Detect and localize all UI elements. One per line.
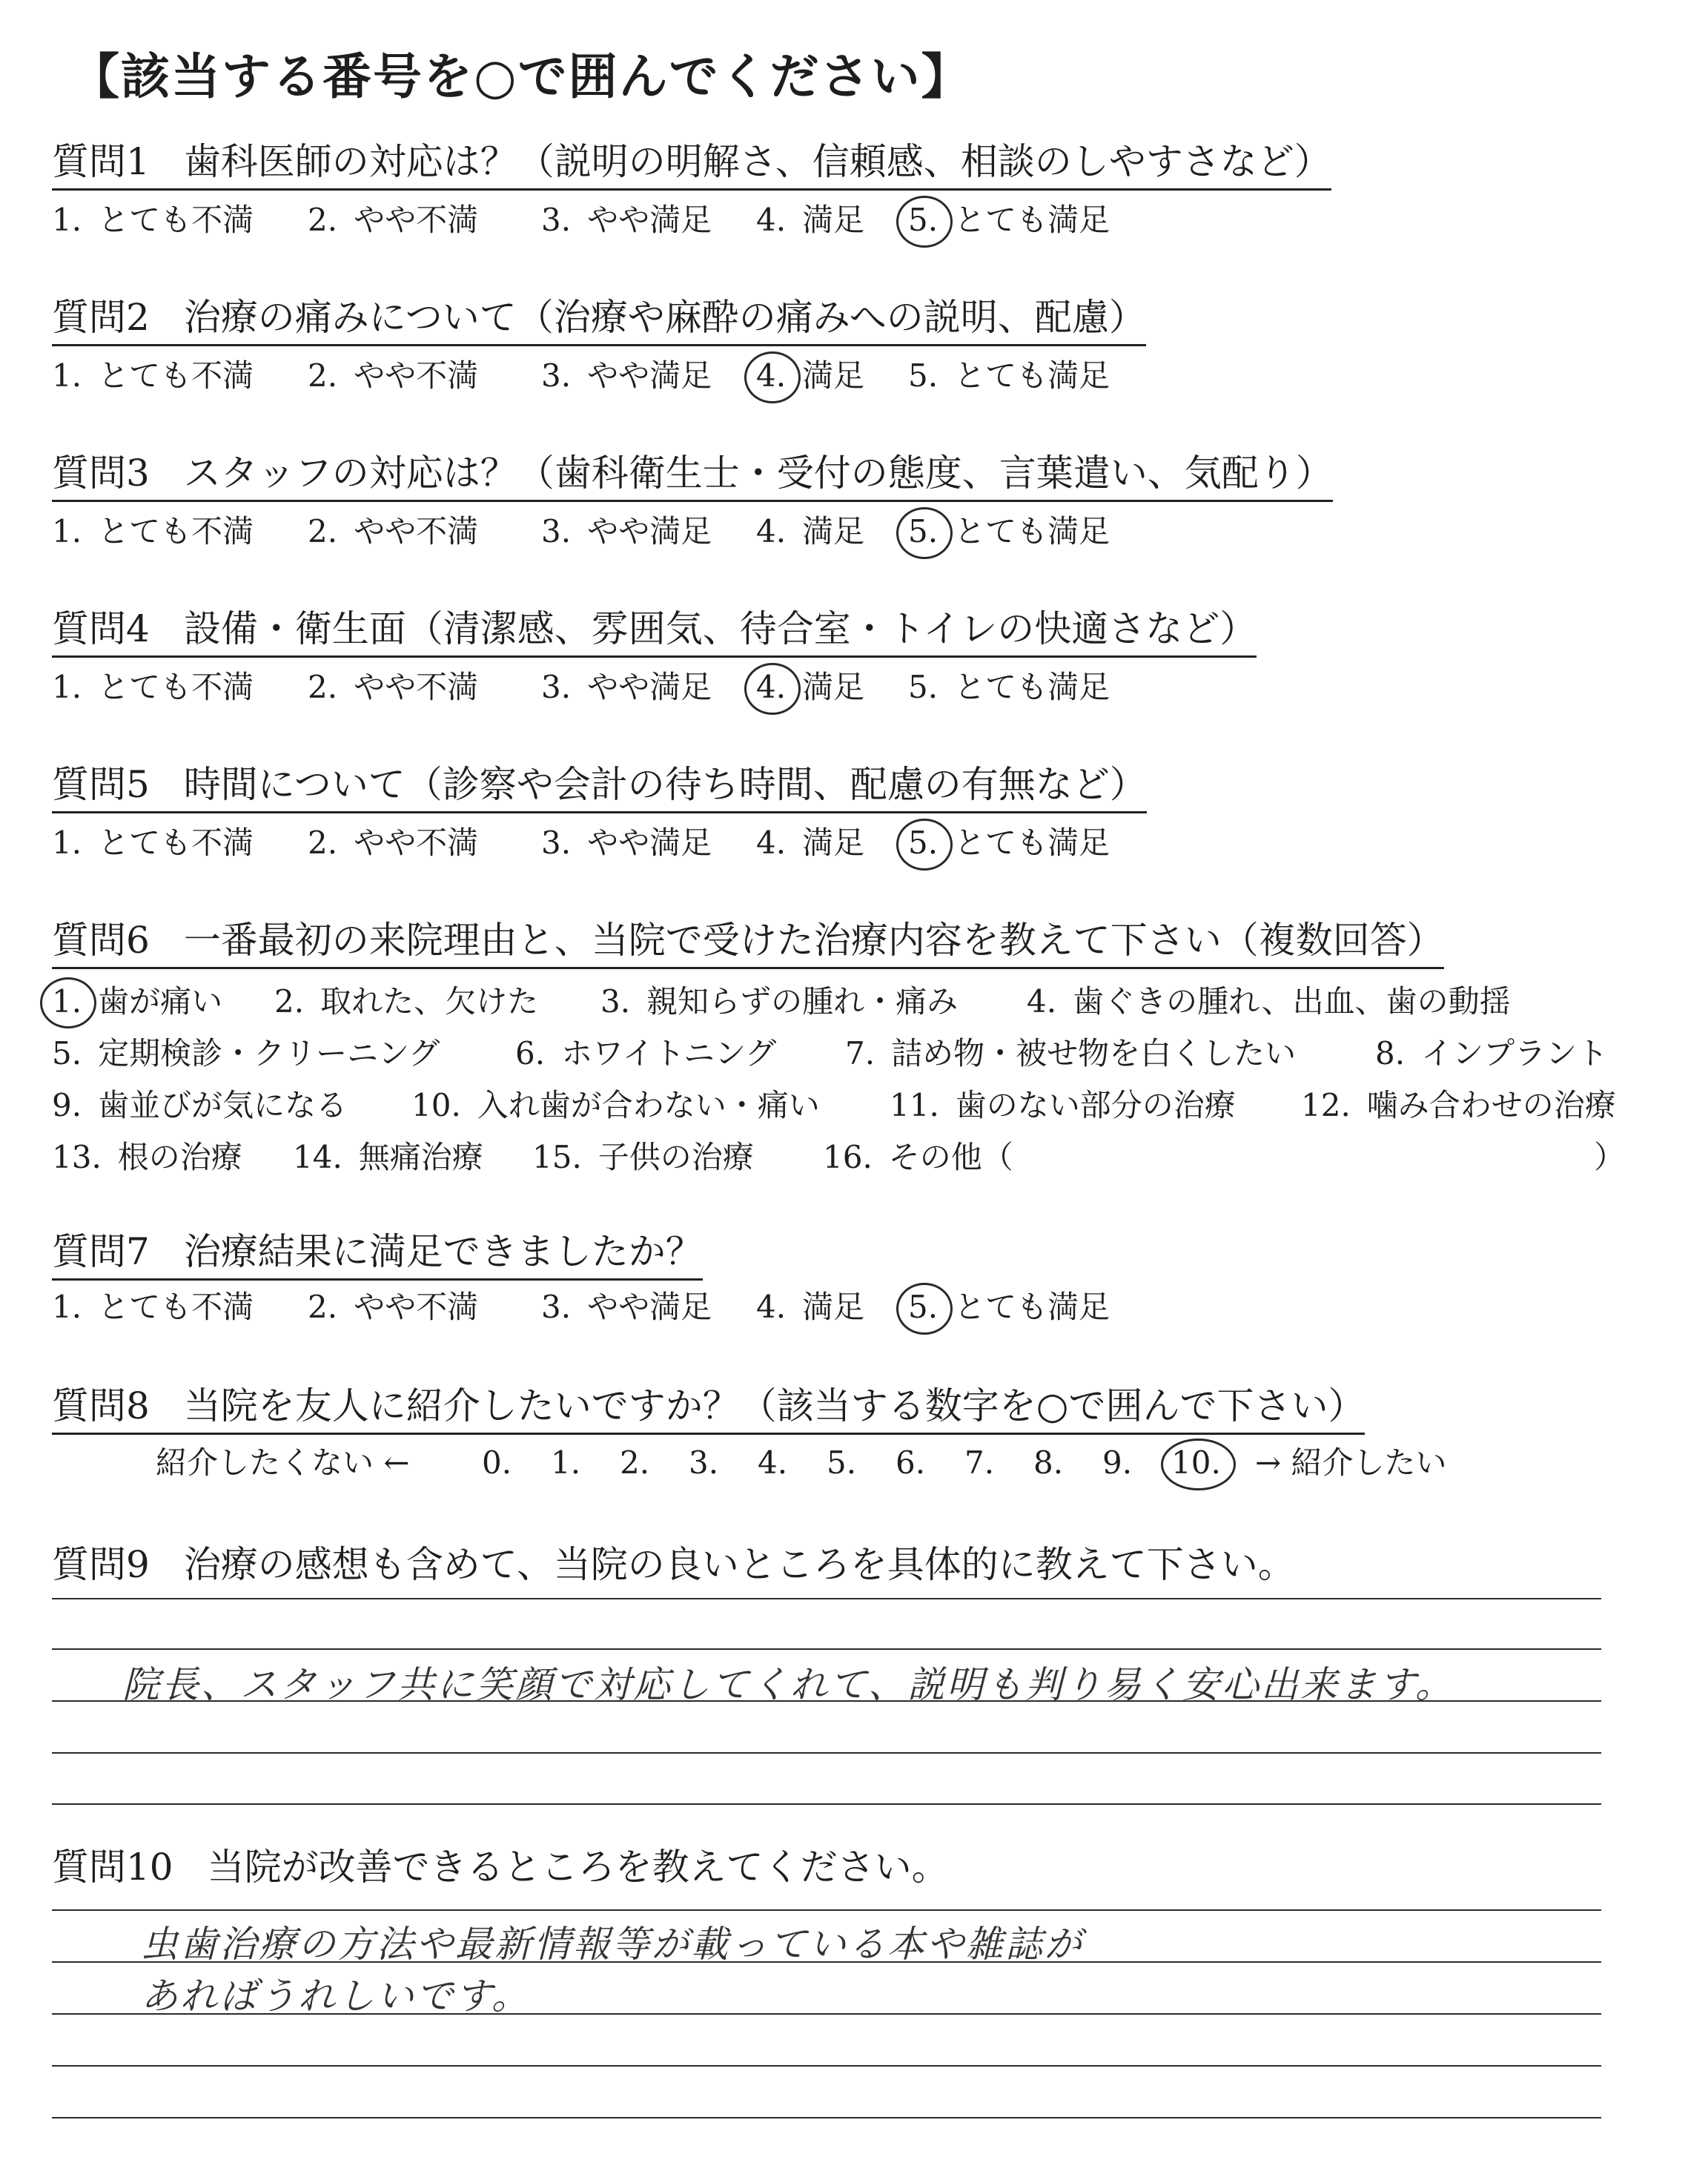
- option-label: やや不満: [354, 202, 479, 238]
- option-label: インプラント: [1421, 1035, 1609, 1071]
- question-text: 治療結果に満足できましたか？: [183, 1230, 703, 1273]
- rating-option-1[interactable]: [52, 202, 254, 239]
- rating-option-2[interactable]: [308, 1289, 478, 1326]
- option-number: 16.: [823, 1139, 873, 1175]
- rating-option-1[interactable]: [52, 513, 254, 550]
- q6-option-9[interactable]: [52, 1081, 347, 1126]
- option-number: 2.: [308, 1289, 338, 1325]
- option-label: 入れ歯が合わない・痛い: [477, 1087, 820, 1123]
- rating-option-3[interactable]: [541, 669, 712, 706]
- rating-option-2[interactable]: [308, 513, 478, 550]
- option-number: 4.: [756, 669, 787, 705]
- rating-option-4[interactable]: [756, 202, 864, 239]
- option-number: 5.: [908, 825, 939, 861]
- rating-option-5[interactable]: [908, 1289, 1110, 1326]
- rating-option-5[interactable]: [908, 513, 1110, 550]
- scale-point-4[interactable]: 4.: [758, 1444, 788, 1481]
- option-number: 4.: [756, 825, 787, 861]
- option-number: 2.: [308, 825, 338, 861]
- option-number: 7.: [845, 1035, 875, 1071]
- option-number: 1.: [52, 357, 82, 394]
- option-number: 10.: [411, 1087, 461, 1123]
- question-text: 当院を友人に紹介したいですか？（該当する数字を○で囲んで下さい）: [183, 1384, 1366, 1427]
- option-number: 6.: [515, 1035, 546, 1071]
- option-number: 2.: [274, 983, 305, 1020]
- scale-right-label: → 紹介したい: [1255, 1444, 1447, 1481]
- question-number: 質問5: [52, 763, 150, 806]
- answer-line: [52, 1648, 1601, 1650]
- option-label: 噛み合わせの治療: [1366, 1087, 1616, 1123]
- option-label: とても不満: [98, 825, 254, 861]
- question-number: 質問4: [52, 607, 150, 650]
- option-label: やや満足: [587, 825, 712, 861]
- q6-option-7[interactable]: [845, 1029, 1296, 1074]
- rating-option-5[interactable]: [908, 202, 1110, 239]
- option-label: 満足: [802, 513, 865, 549]
- q6-option-4[interactable]: [1027, 977, 1511, 1022]
- scale-point-8[interactable]: 8.: [1033, 1444, 1064, 1481]
- option-number: 4.: [756, 202, 787, 238]
- option-label: 子供の治療: [598, 1139, 754, 1175]
- option-number: 8.: [1375, 1035, 1406, 1071]
- rating-option-1[interactable]: [52, 357, 254, 394]
- q6-option-12[interactable]: [1301, 1081, 1616, 1126]
- rating-option-5[interactable]: [908, 825, 1110, 862]
- option-label: 根の治療: [117, 1139, 242, 1175]
- q6-option-1[interactable]: [52, 977, 222, 1022]
- option-label: とても不満: [98, 669, 254, 705]
- option-number: 5.: [908, 202, 939, 238]
- question-4-heading: [52, 608, 1257, 658]
- rating-option-1[interactable]: [52, 825, 254, 862]
- option-number: 3.: [541, 513, 572, 549]
- option-label: やや満足: [587, 669, 712, 705]
- rating-option-2[interactable]: [308, 825, 478, 862]
- option-label: 歯が痛い: [98, 983, 223, 1020]
- question-number: 質問8: [52, 1384, 150, 1427]
- question-3-heading: [52, 452, 1333, 502]
- option-number: 3.: [541, 825, 572, 861]
- option-number: 1.: [52, 513, 82, 549]
- option-label: 詰め物・被せ物を白くしたい: [891, 1035, 1297, 1071]
- question-text: 設備・衛生面（清潔感、雰囲気、待合室・トイレの快適さなど）: [183, 607, 1257, 650]
- rating-option-3[interactable]: [541, 513, 712, 550]
- option-label: やや不満: [354, 825, 479, 861]
- question-number: 質問2: [52, 296, 150, 339]
- question-8-scale: [156, 1444, 1527, 1489]
- option-label: やや満足: [587, 513, 712, 549]
- option-number: 1.: [52, 1289, 82, 1325]
- question-text: 当院が改善できるところを教えてください。: [207, 1846, 949, 1889]
- option-label: 歯並びが気になる: [98, 1087, 348, 1123]
- question-number: 質問1: [52, 140, 150, 183]
- answer-line: [52, 1909, 1601, 1911]
- option-label: とても満足: [954, 513, 1110, 549]
- rating-option-2[interactable]: [308, 202, 478, 239]
- q6-option-3[interactable]: [600, 977, 958, 1022]
- rating-option-3[interactable]: [541, 1289, 712, 1326]
- rating-option-3[interactable]: [541, 202, 712, 239]
- option-number: 1.: [52, 669, 82, 705]
- option-number: 4.: [756, 357, 787, 394]
- rating-option-5[interactable]: [908, 357, 1110, 394]
- option-label: やや不満: [354, 357, 479, 394]
- rating-option-2[interactable]: [308, 357, 478, 394]
- option-label: とても満足: [954, 669, 1110, 705]
- option-label: 定期検診・クリーニング: [98, 1035, 440, 1071]
- rating-option-4[interactable]: [756, 825, 864, 862]
- q6-option-6[interactable]: [515, 1029, 776, 1074]
- option-label: その他（: [888, 1139, 1013, 1175]
- answer-line: [52, 1752, 1601, 1754]
- scale-point-0[interactable]: 0.: [482, 1444, 512, 1481]
- scale-point-9[interactable]: 9.: [1102, 1444, 1133, 1481]
- option-number: 2.: [308, 357, 338, 394]
- option-label: やや満足: [587, 202, 712, 238]
- question-text: 一番最初の来院理由と、当院で受けた治療内容を教えて下さい（複数回答）: [183, 919, 1444, 962]
- option-number: 3.: [541, 1289, 572, 1325]
- option-label: とても不満: [98, 1289, 254, 1325]
- option-label: とても満足: [954, 825, 1110, 861]
- question-text: 治療の痛みについて（治療や麻酔の痛みへの説明、配慮）: [183, 296, 1146, 339]
- question-6-heading: [52, 919, 1444, 969]
- question-text: スタッフの対応は？（歯科衛生士・受付の態度、言葉遣い、気配り）: [183, 452, 1333, 495]
- option-label: ホワイトニング: [561, 1035, 777, 1071]
- option-number: 5.: [52, 1035, 82, 1071]
- question-9-heading: [52, 1544, 1295, 1591]
- option-number: 12.: [1301, 1087, 1351, 1123]
- option-number: 15.: [532, 1139, 582, 1175]
- option-label: とても満足: [954, 1289, 1110, 1325]
- option-number: 9.: [52, 1087, 82, 1123]
- q6-option-16[interactable]: [823, 1133, 1013, 1178]
- option-label: 満足: [802, 1289, 865, 1325]
- option-label: 満足: [802, 825, 865, 861]
- option-number: 13.: [52, 1139, 102, 1175]
- question-number: 質問3: [52, 452, 150, 495]
- option-number: 4.: [756, 1289, 787, 1325]
- q6-option-10[interactable]: [411, 1081, 820, 1126]
- option-number: 1.: [52, 983, 82, 1020]
- rating-option-4[interactable]: [756, 513, 864, 550]
- question-number: 質問9: [52, 1543, 150, 1586]
- option-number: 2.: [308, 669, 338, 705]
- page-title: 【該当する番号を○で囲んでください】: [70, 47, 972, 105]
- rating-option-1[interactable]: [52, 1289, 254, 1326]
- option-number: 11.: [890, 1087, 939, 1123]
- option-number: 1.: [52, 825, 82, 861]
- scale-point-5[interactable]: 5.: [827, 1444, 857, 1481]
- option-label: 歯ぐきの腫れ、出血、歯の動揺: [1073, 983, 1511, 1020]
- option-label: とても満足: [954, 202, 1110, 238]
- q6-option-8[interactable]: [1375, 1029, 1608, 1074]
- option-label: やや不満: [354, 513, 479, 549]
- option-label: 取れた、欠けた: [320, 983, 539, 1020]
- question-text: 歯科医師の対応は？（説明の明解さ、信頼感、相談のしやすさなど）: [183, 140, 1331, 183]
- scale-point-3[interactable]: 3.: [689, 1444, 719, 1481]
- rating-option-4[interactable]: [756, 357, 864, 394]
- question-number: 質問10: [52, 1846, 173, 1889]
- option-label: 満足: [802, 357, 865, 394]
- option-label: とても満足: [954, 357, 1110, 394]
- scale-point-2[interactable]: 2.: [620, 1444, 650, 1481]
- option-number: 3.: [541, 357, 572, 394]
- option-label: やや不満: [354, 669, 479, 705]
- rating-option-4[interactable]: [756, 1289, 864, 1326]
- option-number: 1.: [52, 202, 82, 238]
- question-8-heading: [52, 1385, 1365, 1435]
- option-label: 親知らずの腫れ・痛み: [646, 983, 959, 1020]
- q6-option-2[interactable]: [274, 977, 538, 1022]
- question-number: 質問7: [52, 1230, 150, 1273]
- option-number: 3.: [541, 202, 572, 238]
- q6-option-11[interactable]: [890, 1081, 1236, 1126]
- option-number: 5.: [908, 1289, 939, 1325]
- option-number: 4.: [1027, 983, 1057, 1020]
- option-number: 5.: [908, 357, 939, 394]
- option-label: 無痛治療: [358, 1139, 483, 1175]
- rating-option-3[interactable]: [541, 357, 712, 394]
- question-2-heading: [52, 297, 1146, 346]
- option-number: 5.: [908, 513, 939, 549]
- rating-option-3[interactable]: [541, 825, 712, 862]
- rating-option-5[interactable]: [908, 669, 1110, 706]
- q6-option-13[interactable]: [52, 1133, 242, 1178]
- question-7-heading: [52, 1231, 703, 1281]
- option-number: 3.: [600, 983, 631, 1020]
- question-text: 時間について（診察や会計の待ち時間、配慮の有無など）: [183, 763, 1147, 806]
- option-number: 4.: [756, 513, 787, 549]
- option-number: 2.: [308, 202, 338, 238]
- q6-other-close-paren: ）: [1594, 1139, 1626, 1175]
- option-label: やや満足: [587, 357, 712, 394]
- option-label: 歯のない部分の治療: [955, 1087, 1236, 1123]
- scale-left-label: 紹介したくない ←: [156, 1444, 410, 1481]
- rating-option-4[interactable]: [756, 669, 864, 706]
- question-10-heading: [52, 1846, 949, 1894]
- scale-point-6[interactable]: 6.: [896, 1444, 926, 1481]
- rating-option-2[interactable]: [308, 669, 478, 706]
- answer-line: [52, 1598, 1601, 1599]
- question-10-handwritten-answer-line1: 虫歯治療の方法や最新情報等が載っている本や雑誌が: [141, 1923, 1084, 1966]
- option-label: とても不満: [98, 357, 254, 394]
- option-number: 2.: [308, 513, 338, 549]
- scale-point-10[interactable]: 10.: [1171, 1444, 1221, 1481]
- option-label: やや不満: [354, 1289, 479, 1325]
- option-number: 14.: [293, 1139, 342, 1175]
- option-number: 5.: [908, 669, 939, 705]
- answer-line: [52, 1803, 1601, 1805]
- question-10-handwritten-answer-line2: あればうれしいです。: [141, 1975, 531, 2018]
- option-label: とても不満: [98, 513, 254, 549]
- question-text: 治療の感想も含めて、当院の良いところを具体的に教えて下さい。: [183, 1543, 1295, 1586]
- answer-line: [52, 2117, 1601, 2118]
- option-label: 満足: [802, 202, 865, 238]
- q6-option-15[interactable]: [532, 1133, 754, 1178]
- q6-option-14[interactable]: [293, 1133, 483, 1178]
- scale-point-7[interactable]: 7.: [964, 1444, 995, 1481]
- option-label: とても不満: [98, 202, 254, 238]
- answer-line: [52, 2065, 1601, 2067]
- scale-point-1[interactable]: 1.: [551, 1444, 581, 1481]
- rating-option-1[interactable]: [52, 669, 254, 706]
- question-5-heading: [52, 764, 1147, 813]
- option-number: 3.: [541, 669, 572, 705]
- q6-option-5[interactable]: [52, 1029, 440, 1074]
- question-number: 質問6: [52, 919, 150, 962]
- option-label: 満足: [802, 669, 865, 705]
- option-label: やや満足: [587, 1289, 712, 1325]
- question-9-handwritten-answer: 院長、スタッフ共に笑顔で対応してくれて、説明も判り易く安心出来ます。: [122, 1663, 1454, 1706]
- question-1-heading: [52, 141, 1331, 191]
